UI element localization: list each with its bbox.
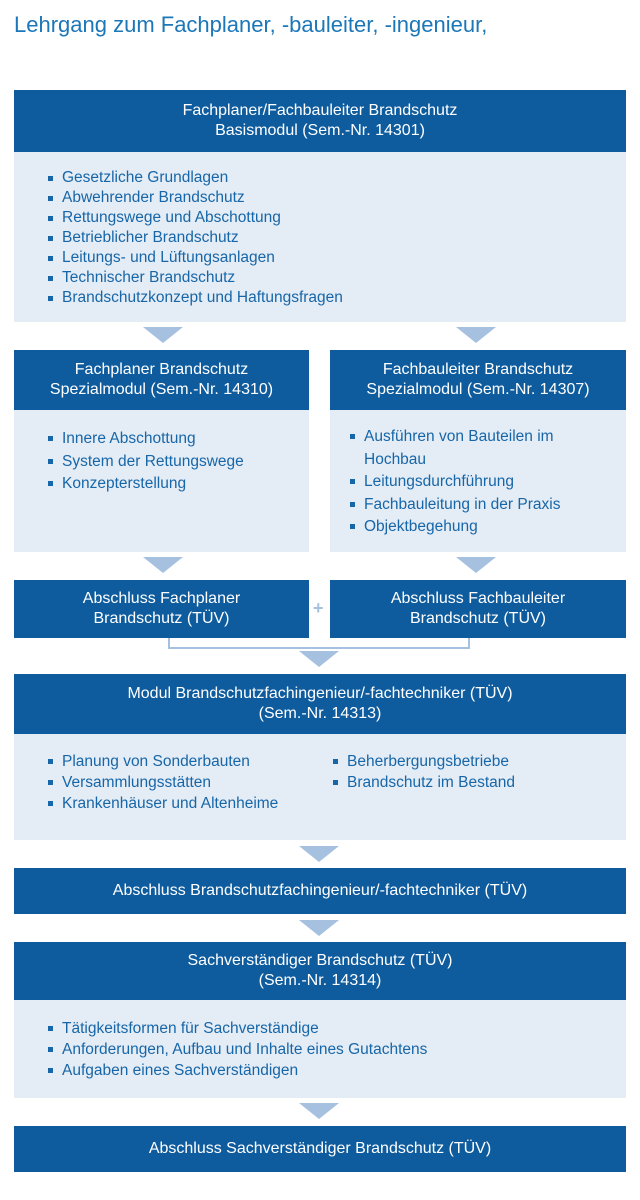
modul-ing-list-left xyxy=(48,751,278,814)
abschluss-fachbauleiter-line1: Abschluss Fachbauleiter xyxy=(390,590,566,607)
arrow-down-icon xyxy=(299,920,339,936)
list-item: Fachbauleitung in der Praxis xyxy=(350,494,616,517)
list-item: Leitungs- und Lüftungsanlagen xyxy=(48,248,606,268)
arrow-down-icon xyxy=(456,327,496,343)
list-item: Leitungsdurchführung xyxy=(350,471,616,494)
abschluss-fachplaner-line1: Abschluss Fachplaner xyxy=(82,590,241,607)
plus-icon: + xyxy=(313,598,324,618)
arrow-down-icon xyxy=(143,557,183,573)
arrow-down-icon xyxy=(299,846,339,862)
basis-header-line1: Fachplaner/Fachbauleiter Brandschutz xyxy=(182,102,458,119)
fachbauleiter-header-line2: Spezialmodul (Sem.-Nr. 14307) xyxy=(366,381,590,398)
abschluss-fachbauleiter-line2: Brandschutz (TÜV) xyxy=(409,610,547,627)
list-item: Rettungswege und Abschottung xyxy=(48,208,606,228)
list-item: Konzepterstellung xyxy=(48,473,299,496)
list-item: Ausführen von Bauteilen im Hochbau xyxy=(350,426,616,471)
basis-header xyxy=(14,90,626,152)
modul-ing-header-line1: Modul Brandschutzfachingenieur/-fachtechniker (TÜV) xyxy=(127,685,513,702)
fachplaner-body xyxy=(14,410,309,552)
list-item: Brandschutzkonzept und Haftungsfragen xyxy=(48,288,606,308)
sv-header-line2: (Sem.-Nr. 14314) xyxy=(258,972,382,989)
list-item: Versammlungsstätten xyxy=(48,772,278,793)
sv-list xyxy=(48,1018,606,1081)
modul-ing-list-right xyxy=(333,751,515,793)
page-title: Lehrgang zum Fachplaner, -bauleiter, -ingenieur, xyxy=(14,12,488,37)
fachbauleiter-header xyxy=(330,350,626,410)
modul-ing-body xyxy=(14,734,626,840)
modul-ing-header-line2: (Sem.-Nr. 14313) xyxy=(258,705,382,722)
list-item: Innere Abschottung xyxy=(48,428,299,451)
sv-body xyxy=(14,1000,626,1098)
abschluss-ing: Abschluss Brandschutzfachingenieur/-fachtechniker (TÜV) xyxy=(14,868,626,914)
arrow-down-icon xyxy=(143,327,183,343)
sv-header-line1: Sachverständiger Brandschutz (TÜV) xyxy=(187,952,453,969)
list-item: Krankenhäuser und Altenheime xyxy=(48,793,278,814)
sv-header xyxy=(14,942,626,1000)
list-item: Brandschutz im Bestand xyxy=(333,772,515,793)
basis-body xyxy=(14,152,626,322)
list-item: Gesetzliche Grundlagen xyxy=(48,168,606,188)
abschluss-fachbauleiter xyxy=(330,580,626,638)
fachbauleiter-list xyxy=(350,426,616,539)
list-item: Planung von Sonderbauten xyxy=(48,751,278,772)
arrow-down-icon xyxy=(299,651,339,667)
list-item: Objektbegehung xyxy=(350,516,616,539)
basis-list xyxy=(48,168,606,308)
fachbauleiter-body xyxy=(330,410,626,552)
list-item: Technischer Brandschutz xyxy=(48,268,606,288)
list-item: Anforderungen, Aufbau und Inhalte eines Gutachtens xyxy=(48,1039,606,1060)
list-item: Abwehrender Brandschutz xyxy=(48,188,606,208)
fachbauleiter-header-line1: Fachbauleiter Brandschutz xyxy=(382,361,574,378)
abschluss-fachplaner-line2: Brandschutz (TÜV) xyxy=(93,610,230,627)
list-item: Aufgaben eines Sachverständigen xyxy=(48,1060,606,1081)
fachplaner-header-line2: Spezialmodul (Sem.-Nr. 14310) xyxy=(49,381,274,398)
basis-header-line2: Basismodul (Sem.-Nr. 14301) xyxy=(215,122,425,139)
fachplaner-header xyxy=(14,350,309,410)
list-item: System der Rettungswege xyxy=(48,451,299,474)
list-item: Beherbergungsbetriebe xyxy=(333,751,515,772)
arrow-down-icon xyxy=(299,1103,339,1119)
list-item: Tätigkeitsformen für Sachverständige xyxy=(48,1018,606,1039)
abschluss-sv: Abschluss Sachverständiger Brandschutz (TÜV) xyxy=(14,1126,626,1172)
abschluss-fachplaner xyxy=(14,580,309,638)
arrow-down-icon xyxy=(456,557,496,573)
modul-ing-header xyxy=(14,674,626,734)
fachplaner-list xyxy=(48,428,299,496)
connector-line xyxy=(168,647,470,649)
list-item: Betrieblicher Brandschutz xyxy=(48,228,606,248)
fachplaner-header-line1: Fachplaner Brandschutz xyxy=(74,361,249,378)
